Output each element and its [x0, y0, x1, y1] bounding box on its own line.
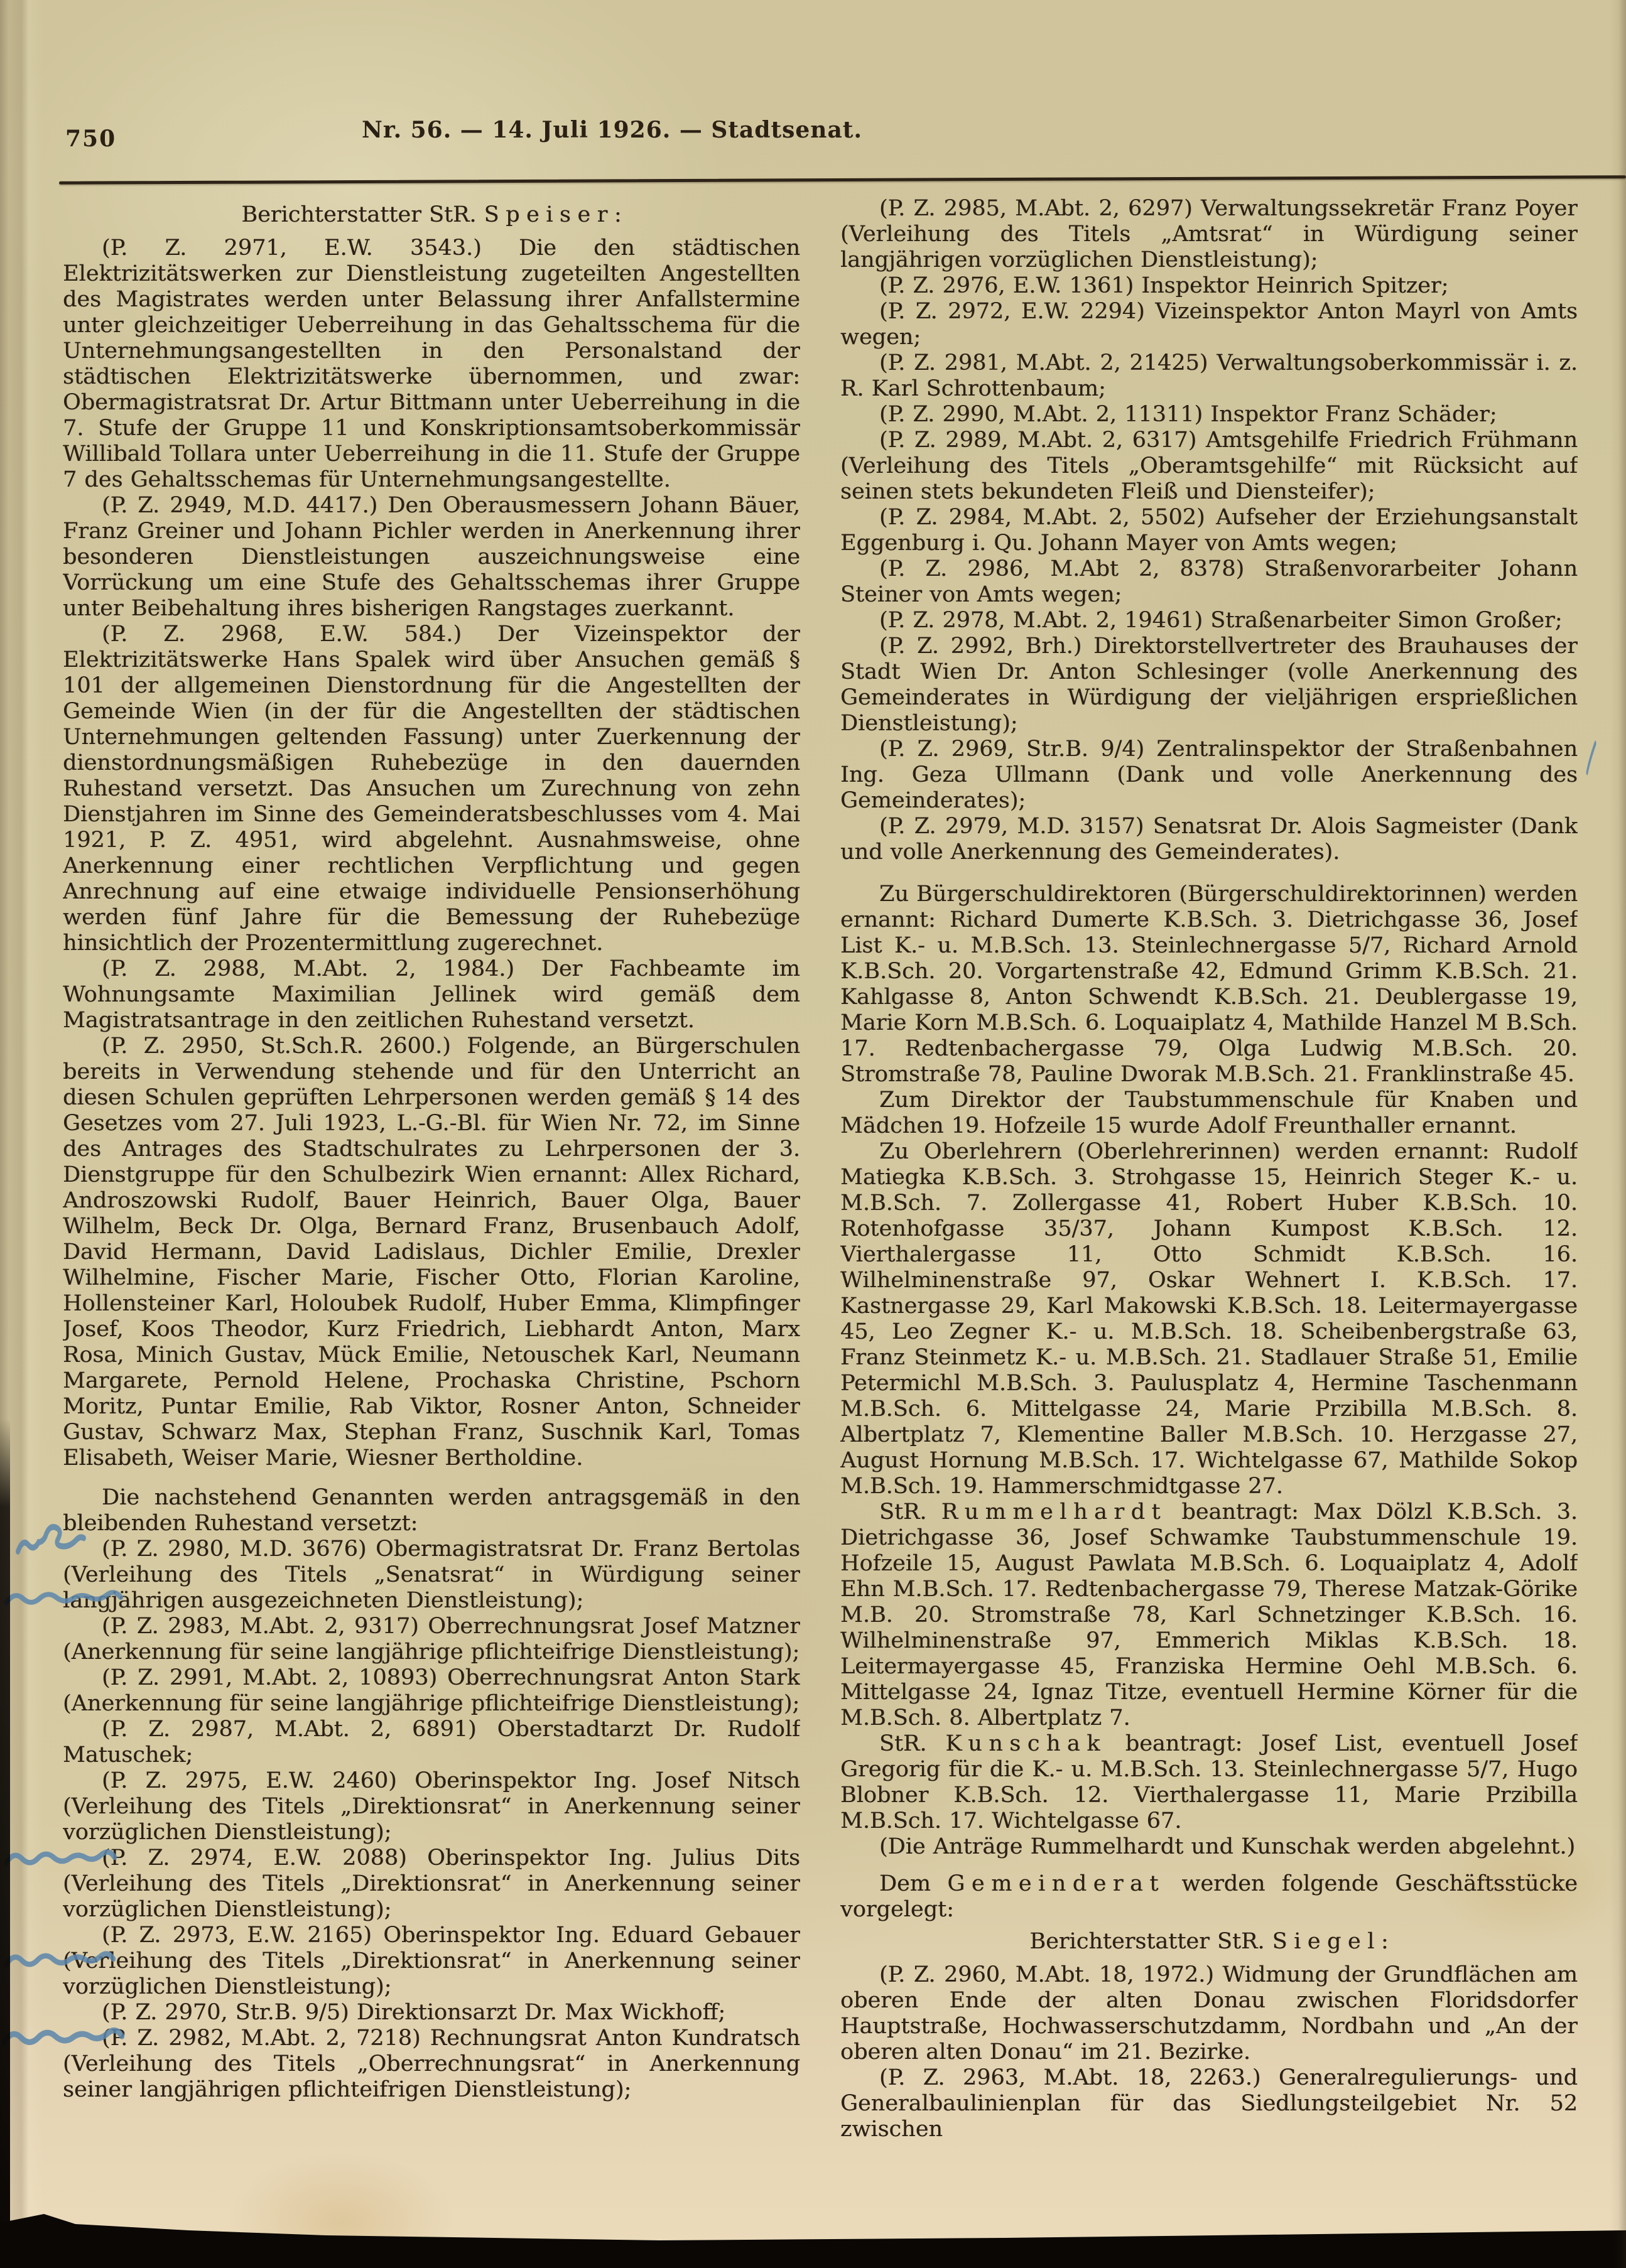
- paragraph: [840, 1499, 1578, 1731]
- text-run: (P. Z. 2989, M.Abt. 2, 6317) Amtsgehilfe Friedrich Frühmann (Verleihung des Titels „Oberamtsgehilfe“ mit Rücksicht auf seinen stets bekundeten Fleiß und Diensteifer);: [840, 428, 1578, 504]
- text-run: Berichterstatter StR.: [1029, 1929, 1272, 1954]
- paragraph: [63, 1485, 800, 1536]
- letterspaced-name: Gemeinderat: [947, 1871, 1165, 1896]
- paragraph: [63, 1536, 800, 1614]
- page-header-title: Nr. 56. — 14. Juli 1926. — Stadtsenat.: [362, 117, 862, 143]
- right-column: [840, 196, 1578, 2193]
- text-run: werden folgende Geschäftsstücke vorgelegt:: [840, 1871, 1578, 1922]
- paragraph: [840, 428, 1578, 505]
- paragraph: [63, 622, 800, 956]
- paragraph: [63, 235, 800, 493]
- text-run: (P. Z. 2975, E.W. 2460) Oberinspektor Ing. Josef Nitsch (Verleihung des Titels „Direktionsrat“ in Anerkennung seiner vorzüglichen Dienstleistung);: [63, 1768, 800, 1845]
- paragraph: [840, 556, 1578, 608]
- header-rule: [59, 175, 1626, 185]
- text-run: (P. Z. 2972, E.W. 2294) Vizeinspektor Anton Mayrl von Amts wegen;: [840, 299, 1578, 350]
- paragraph: [840, 1088, 1578, 1139]
- paragraph: [840, 1834, 1578, 1860]
- paragraph: [840, 505, 1578, 556]
- text-run: (P. Z. 2984, M.Abt. 2, 5502) Aufseher der Erziehungsanstalt Eggenburg i. Qu. Johann Mayer von Amts wegen;: [840, 505, 1578, 556]
- text-run: :: [614, 202, 622, 227]
- paragraph: [840, 196, 1578, 273]
- paragraph: [840, 814, 1578, 865]
- text-run: (P. Z. 2981, M.Abt. 2, 21425) Verwaltungsoberkommissär i. z. R. Karl Schrottenbaum;: [840, 350, 1578, 401]
- paragraph: [63, 1768, 800, 1845]
- text-run: (P. Z. 2971, E.W. 3543.) Die den städtischen Elektrizitätswerken zur Dienstleistung zugeteilten Angestellten des Magistrates werden unter Belassung ihrer Anfallstermine unter gleichzeitiger Ueberreihung in das Gehaltsschema für die Unternehmungsangestellten in den Personalstand der städtischen Elektrizitätswerke übernommen, und zwar: Obermagistratsrat Dr. Artur Bittmann unter Ueberreihung in die 7. Stufe der Gruppe 11 und Konskriptionsamtsoberkommissär Willibald Tollara unter Ueberreihung in die 11. Stufe der Gruppe 7 des Gehaltsschemas für Unternehmungsangestellte.: [63, 235, 800, 492]
- letterspaced-name: Siegel: [1272, 1929, 1381, 1954]
- paragraph: [63, 493, 800, 622]
- text-run: (Die Anträge Rummelhardt und Kunschak werden abgelehnt.): [879, 1834, 1576, 1859]
- text-run: (P. Z. 2991, M.Abt. 2, 10893) Oberrechnungsrat Anton Stark (Anerkennung für seine langjährige pflichteifrige Dienstleistung);: [63, 1665, 800, 1716]
- page-number: 750: [65, 126, 117, 152]
- text-run: :: [1380, 1929, 1389, 1954]
- pencil-tick-mark: [1585, 740, 1624, 776]
- text-run: (P. Z. 2982, M.Abt. 2, 7218) Rechnungsrat Anton Kundratsch (Verleihung des Titels „Oberrechnungsrat“ in Anerkennung seiner langjährigen pflichteifrigen Dienstleistung);: [63, 2026, 800, 2102]
- paragraph: [840, 882, 1578, 1088]
- letterspaced-name: Rummelhardt: [941, 1499, 1168, 1525]
- text-run: Die nachstehend Genannten werden antragsgemäß in den bleibenden Ruhestand versetzt:: [63, 1485, 800, 1536]
- text-run: StR.: [879, 1731, 946, 1756]
- paragraph: [840, 1871, 1578, 1923]
- paragraph: [840, 634, 1578, 737]
- paragraph: [63, 1614, 800, 1665]
- letterspaced-name: Kunschak: [945, 1731, 1107, 1756]
- paragraph: [63, 2000, 800, 2026]
- text-run: beantragt: Max Dölzl K.B.Sch. 3. Dietrichgasse 36, Josef Schwamke Taubstummenschule 19. Hofzeile 15, August Pawlata M.B.Sch. 6. Loquaiplatz 4, Adolf Ehn M.B.Sch. 17. Redtenbachergasse 79, Therese Matzak-Görike M.B. 20. Stromstraße 78, Karl Schnetzinger K.B.Sch. 16. Wilhelminenstraße 97, Emmerich Miklas K.B.Sch. 18. Leitermayergasse 45, Franziska Hermine Oehl M.B.Sch. 6. Mittelgasse 24, Ignaz Titze, eventuell Hermine Körner für die M.B.Sch. 8. Albertplatz 7.: [840, 1499, 1578, 1731]
- text-run: (P. Z. 2963, M.Abt. 18, 2263.) Generalregulierungs- und Generalbaulinienplan für das Siedlungsteilgebiet Nr. 52 zwischen: [840, 2065, 1578, 2142]
- text-run: (P. Z. 2949, M.D. 4417.) Den Oberausmessern Johann Bäuer, Franz Greiner und Johann Pichler werden in Anerkennung ihrer besonderen Dienstleistungen auszeichnungsweise eine Vorrückung um eine Stufe des Gehaltsschemas ihrer Gruppe unter Beibehaltung ihres bisherigen Rangstages zuerkannt.: [63, 493, 800, 621]
- scan-left-edge: [0, 1419, 10, 2268]
- paragraph: [63, 2026, 800, 2103]
- paragraph: [63, 1034, 800, 1471]
- text-run: (P. Z. 2983, M.Abt. 2, 9317) Oberrechnungsrat Josef Matzner (Anerkennung für seine langjährige pflichteifrige Dienstleistung);: [63, 1614, 800, 1665]
- paragraph: [840, 350, 1578, 402]
- text-run: (P. Z. 2992, Brh.) Direktorstellvertreter des Brauhauses der Stadt Wien Dr. Anton Schlesinger (volle Anerkennung des Gemeinderates in Würdigung der vieljährigen ersprießlichen Dienstleistung);: [840, 634, 1578, 736]
- left-column: [63, 196, 800, 2193]
- letterspaced-name: Speiser: [484, 202, 614, 227]
- text-run: (P. Z. 2978, M.Abt. 2, 19461) Straßenarbeiter Simon Großer;: [879, 608, 1563, 633]
- text-run: (P. Z. 2950, St.Sch.R. 2600.) Folgende, an Bürgerschulen bereits in Verwendung stehende und für den Unterricht an diesen Schulen geprüften Lehrpersonen werden gemäß § 14 des Gesetzes vom 27. Juli 1923, L.-G.-Bl. für Wien Nr. 72, im Sinne des Antrages des Stadtschulrates zu Lehrpersonen der 3. Dienstgruppe für den Schulbezirk Wien ernannt: Allex Richard, Androszowski Rudolf, Bauer Heinrich, Bauer Olga, Bauer Wilhelm, Beck Dr. Olga, Bernard Franz, Brusenbauch Adolf, David Hermann, David Ladislaus, Dichler Emilie, Drexler Wilhelmine, Fischer Marie, Fischer Otto, Florian Karoline, Hollensteiner Karl, Holoubek Rudolf, Huber Emma, Klimpfinger Josef, Koos Theodor, Kurz Friedrich, Liebhardt Anton, Marx Rosa, Minich Gustav, Mück Emilie, Netouschek Karl, Neumann Margarete, Pernold Helene, Prochaska Christine, Pschorn Moritz, Puntar Emilie, Rab Viktor, Rosner Anton, Schneider Gustav, Schwarz Max, Stephan Franz, Suschnik Karl, Tomas Elisabeth, Weiser Marie, Wiesner Bertholdine.: [63, 1034, 800, 1471]
- paragraph: [63, 1923, 800, 2000]
- text-run: (P. Z. 2970, Str.B. 9/5) Direktionsarzt Dr. Max Wickhoff;: [102, 2000, 726, 2025]
- text-run: (P. Z. 2969, Str.B. 9/4) Zentralinspektor der Straßenbahnen Ing. Geza Ullmann (Dank und volle Anerkennung des Gemeinderates);: [840, 737, 1578, 813]
- text-run: StR.: [879, 1499, 941, 1525]
- text-run: Zum Direktor der Taubstummenschule für Knaben und Mädchen 19. Hofzeile 15 wurde Adolf Freunthaller ernannt.: [840, 1088, 1578, 1138]
- paragraph: [840, 1139, 1578, 1499]
- paragraph: [63, 1717, 800, 1768]
- paragraph: [840, 402, 1578, 428]
- paragraph: [840, 1962, 1578, 2065]
- text-run: Zu Bürgerschuldirektoren (Bürgerschuldirektorinnen) werden ernannt: Richard Dumerte K.B.Sch. 3. Dietrichgasse 36, Josef List K.- u. M.B.Sch. 13. Steinlechnergasse 5/7, Richard Arnold K.B.Sch. 20. Vorgartenstraße 42, Edmund Grimm K.B.Sch. 21. Kahlgasse 8, Anton Schwendt K.B.Sch. 21. Deublergasse 19, Marie Korn M.B.Sch. 6. Loquaiplatz 4, Mathilde Hanzel M B.Sch. 17. Redtenbachergasse 79, Olga Ludwig M.B.Sch. 20. Stromstraße 78, Pauline Dworak M.B.Sch. 21. Franklinstraße 45.: [840, 882, 1578, 1087]
- paragraph: [840, 608, 1578, 634]
- paragraph: [840, 273, 1578, 299]
- paragraph: [63, 1845, 800, 1923]
- text-run: (P. Z. 2976, E.W. 1361) Inspektor Heinrich Spitzer;: [879, 273, 1449, 298]
- text-columns: [63, 196, 1578, 2193]
- text-run: Zu Oberlehrern (Oberlehrerinnen) werden ernannt: Rudolf Matiegka K.B.Sch. 3. Strohgasse 15, Heinrich Steger K.- u. M.B.Sch. 7. Zollergasse 41, Robert Huber K.B.Sch. 10. Rotenhofgasse 35/37, Johann Kumpost K.B.Sch. 12. Vierthalergasse 11, Otto Schmidt K.B.Sch. 16. Wilhelminenstraße 97, Oskar Wehnert I. K.B.Sch. 17. Kastnergasse 29, Karl Makowski K.B.Sch. 18. Leitermayergasse 45, Leo Zegner K.- u. M.B.Sch. 18. Scheibenbergstraße 63, Franz Steinmetz K.- u. M.B.Sch. 21. Stadlauer Straße 51, Emilie Petermichl M.B.Sch. 3. Paulusplatz 4, Hermine Taschenmann M.B.Sch. 6. Mittelgasse 24, Marie Przibilla M.B.Sch. 8. Albertplatz 7, Klementine Baller M.B.Sch. 10. Herzgasse 27, August Hornung M.B.Sch. 17. Wichtelgasse 67, Mathilde Sokop M.B.Sch. 19. Hammerschmidtgasse 27.: [840, 1139, 1578, 1499]
- text-run: (P. Z. 2974, E.W. 2088) Oberinspektor Ing. Julius Dits (Verleihung des Titels „Direktionsrat“ in Anerkennung seiner vorzüglichen Dienstleistung);: [63, 1845, 800, 1922]
- paragraph: [63, 956, 800, 1034]
- paragraph: [840, 2065, 1578, 2142]
- paragraph: [840, 1731, 1578, 1834]
- paragraph: [840, 737, 1578, 814]
- text-run: beantragt: Josef List, eventuell Josef Gregorig für die K.- u. M.B.Sch. 13. Steinlechnergasse 5/7, Hugo Blobner K.B.Sch. 12. Vierthalergasse 11, Marie Przibilla M.B.Sch. 17. Wichtelgasse 67.: [840, 1731, 1578, 1833]
- text-run: Dem: [879, 1871, 948, 1896]
- text-run: (P. Z. 2968, E.W. 584.) Der Vizeinspektor der Elektrizitätswerke Hans Spalek wird über Ansuchen gemäß § 101 der allgemeinen Dienstordnung für die Angestellten der Gemeinde Wien (in der für die Angestellten der städtischen Unternehmungen geltenden Fassung) unter Zuerkennung der dienstordnungsmäßigen Ruhebezüge in den dauernden Ruhestand versetzt. Das Ansuchen um Zurechnung von zehn Dienstjahren im Sinne des Gemeinderatsbeschlusses vom 4. Mai 1921, P. Z. 4951, wird abgelehnt. Ausnahmsweise, ohne Anerkennung einer rechtlichen Verpflichtung und gegen Anrechnung auf eine etwaige individuelle Pensionserhöhung werden fünf Jahre für die Bemessung der Ruhebezüge hinsichtlich der Prozentermittlung zugerechnet.: [63, 622, 800, 956]
- text-run: (P. Z. 2985, M.Abt. 2, 6297) Verwaltungssekretär Franz Poyer (Verleihung des Titels „Amtsrat“ in Würdigung seiner langjährigen vorzüglichen Dienstleistung);: [840, 196, 1578, 273]
- paragraph: [63, 1665, 800, 1717]
- text-run: (P. Z. 2987, M.Abt. 2, 6891) Oberstadtarzt Dr. Rudolf Matuschek;: [63, 1717, 800, 1768]
- page-header: [0, 112, 1626, 156]
- text-run: (P. Z. 2988, M.Abt. 2, 1984.) Der Fachbeamte im Wohnungsamte Maximilian Jellinek wird gemäß dem Magistratsantrage in den zeitlichen Ruhestand versetzt.: [63, 956, 800, 1033]
- section-heading-siegel: [840, 1929, 1578, 1955]
- text-run: (P. Z. 2973, E.W. 2165) Oberinspektor Ing. Eduard Gebauer (Verleihung des Titels „Direktionsrat“ in Anerkennung seiner vorzüglichen Dienstleistung);: [63, 1923, 800, 1999]
- paragraph: [840, 299, 1578, 350]
- scan-bottom-edge: [0, 2205, 1626, 2268]
- text-run: (P. Z. 2990, M.Abt. 2, 11311) Inspektor Franz Schäder;: [879, 402, 1497, 427]
- text-run: (P. Z. 2960, M.Abt. 18, 1972.) Widmung der Grundflächen am oberen Ende der alten Donau zwischen Floridsdorfer Hauptstraße, Hochwasserschutzdamm, Nordbahn und „An der oberen alten Donau“ im 21. Bezirke.: [840, 1962, 1578, 2065]
- text-run: (P. Z. 2986, M.Abt 2, 8378) Straßenvorarbeiter Johann Steiner von Amts wegen;: [840, 556, 1578, 607]
- section-heading-speiser: [63, 202, 800, 228]
- text-run: (P. Z. 2979, M.D. 3157) Senatsrat Dr. Alois Sagmeister (Dank und volle Anerkennung des Gemeinderates).: [840, 814, 1578, 865]
- text-run: (P. Z. 2980, M.D. 3676) Obermagistratsrat Dr. Franz Bertolas (Verleihung des Titels „Senatsrat“ in Würdigung seiner langjährigen ausgezeichneten Dienstleistung);: [63, 1536, 800, 1613]
- text-run: Berichterstatter StR.: [241, 202, 484, 227]
